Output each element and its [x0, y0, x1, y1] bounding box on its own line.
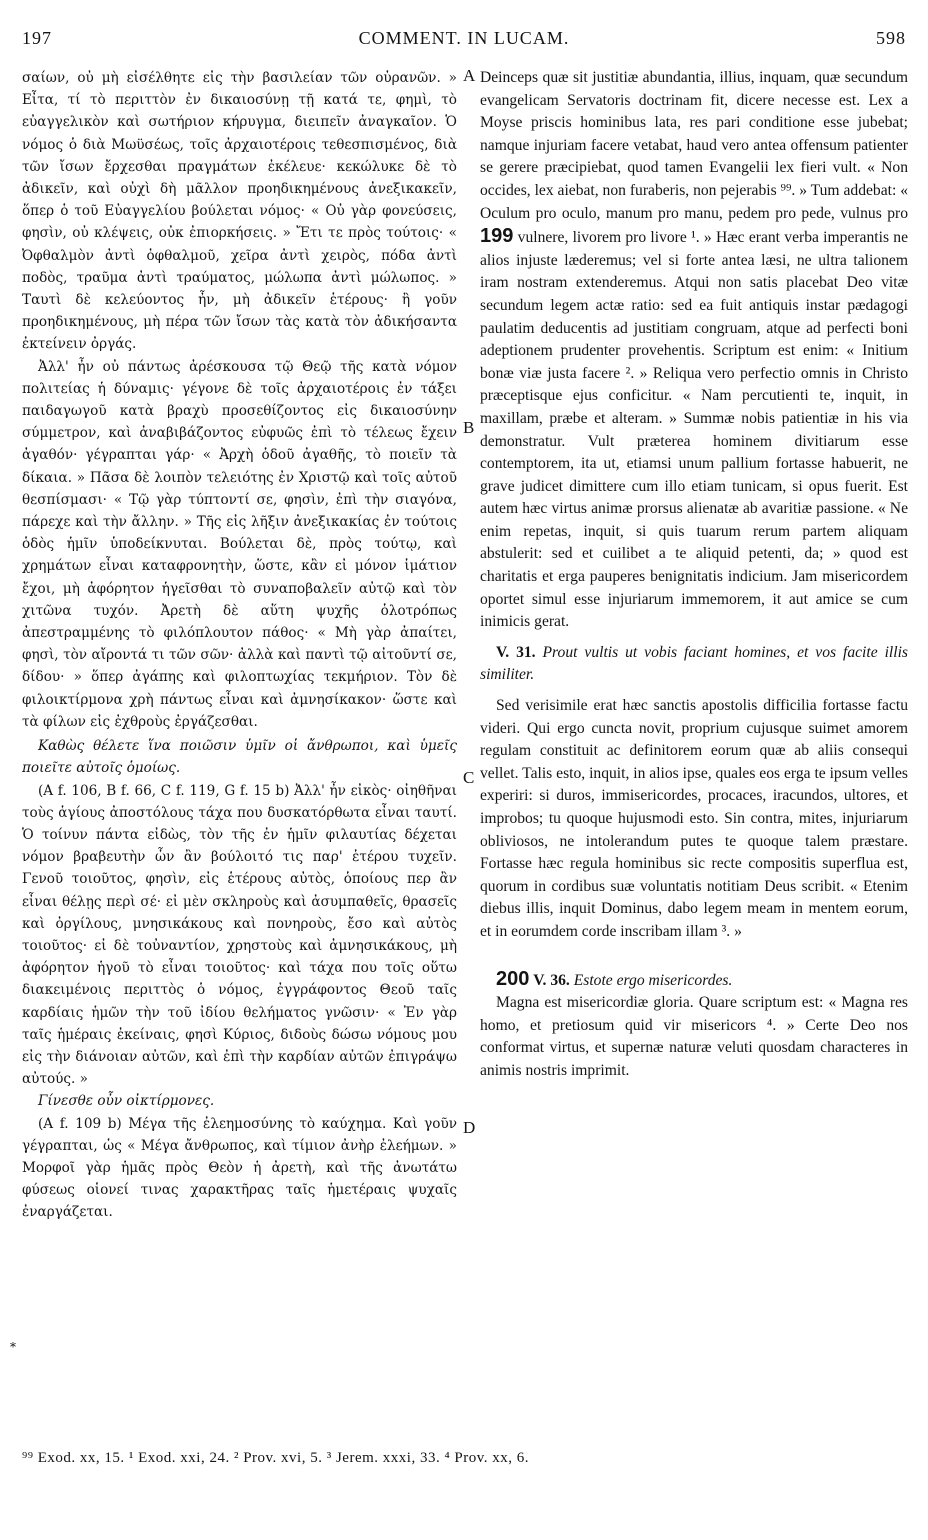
section-marker-c: C [463, 768, 475, 787]
greek-lemma: Καθὼς θέλετε ἵνα ποιῶσιν ὑμῖν οἱ ἄνθρωποι, καὶ ὑμεῖς ποιεῖτε αὐτοῖς ὁμοίως. [22, 738, 457, 777]
column-number-200: 200 [496, 967, 530, 990]
section-marker-d: D [463, 1118, 476, 1137]
column-number-199: 199 [480, 225, 514, 248]
latin-text: vulnere, livorem pro livore ¹. » Hæc erant verba imperantis ne alios injuste læderemus; vel si forte antea læsi, ne ultra talionem iram nostram extenderemus. Atqui non satis placebat Deo vitæ secundum legem actæ ratio: sed ea fuit antiquis instar pædagogi paulatim deducentis ad justitiam congruam, atque ad perfecti boni adeptionem prudenter provehentis. Scriptum est enim: « Initium bonæ viæ justa facere ². » Reliqua vero perfectio omnis in Christo præceptisque ejus conficitur. « Nam percutienti te, inquit, in maxillam, præbe et alteram. » Summæ nobis patientiæ in his via demonstratur. Vult præterea hominem divitiarum esse contemptorem, ita ut, etiamsi unum pallium fortasse habuerit, ne grave judicet dimittere cum illo etiam tunicam, si opus fuerit. Est autem hæc virtus animæ prorsus alienatæ ab avaritiæ passione. « Ne enim repetas, inquit, si quis tuarum rerum partem aliquam abstulerit: sed et cuilibet a te aliquid petenti, da; » quod est charitatis et erga pauperes benignitatis indicium. Jam misericordem oportet simul esse injuriarum immemorem, it aut amice se cum inimicis gerat. [480, 229, 908, 631]
verse-heading-36: 200 V. 36. Estote ergo misericordes. [496, 967, 733, 990]
section-marker-b: B [463, 418, 475, 437]
footnotes: ⁹⁹ Exod. xx, 15. ¹ Exod. xxi, 24. ² Prov. xvi, 5. ³ Jerem. xxxi, 33. ⁴ Prov. xx, 6. [22, 1450, 530, 1466]
latin-text: Deinceps quæ sit justitiæ abundantia, illius, inquam, quæ secundum evangelicam Servatoris doctrinam fit, dicere necesse est. Lex a Moyse priscis hominibus lata, res pari conditione esse jubebat; namque injuriam facere vetabat, haud vero antea offensum patienter se gerere præcipiebat, quod tamen Evangelii lex fieri vult. « Non occides, lex aiebat, non furaberis, non pejerabis ⁹⁹. » Tum addebat: « Oculum pro oculo, manum pro manu, pedem pro pede, vulnus pro [480, 69, 908, 222]
latin-paragraph: Sed verisimile erat hæc sanctis apostolis difficilia fortasse factu videri. Qui ergo cuncta novit, proprium cujusque suimet amorem regulam constituit ac definitorem eorum quæ ab aliis consequi vellet. Talis esto, inquit, in alios ipse, quales eos erga te ipsum velles experiri: si duros, immisericordes, procaces, iracundos, ultores, et improbos; tu quoque hujusmodi esto. Sin contra, mites, injuriarum obliviosos, ne intolerandum putes te quoque talem præstare. Fortasse hæc regula hominibus sic recte compositis superflua est, quorum in cordibus suæ voluntatis notitiam Deus scribit. « Etenim diebus illis, inquit Dominus, dabo legem meam in mentem eorum, et in eorumdem corde inscribam illam ³. » [480, 697, 908, 940]
greek-lemma: Γίνεσθε οὖν οἰκτίρμονες. [38, 1093, 215, 1110]
running-header [22, 28, 906, 54]
latin-paragraph: Magna est misericordiæ gloria. Quare scriptum est: « Magna res homo, et pretiosum quid vir misericors ⁴. » Certe Deo nos conformat virtus, et supernæ naturæ veluti quosdam characteres in animis nostris imprimit. [480, 994, 908, 1079]
latin-paragraph [480, 67, 908, 634]
greek-paragraph: (A f. 106, B f. 66, C f. 119, G f. 15 b) Ἀλλ' ἦν εἰκὸς· οἰηθῆναι τοὺς ἁγίους ἀποστόλους τάχα που δυσκατόρθωτα εἶναι ταυτί. Ὁ τοίνυν πάντα εἰδὼς, τὸν τῆς ἐν ἡμῖν φιλαυτίας δέχεται νόμον βραβευτὴν ὧν ἂν βούλοιτό τις παρ' ἑτέρου τυχεῖν. Γενοῦ τοιοῦτος, φησὶν, εἰς ἑτέρους αὐτὸς, ὁποίους περ ἂν εἶναι θέλῃς περὶ σέ· εἰ μὲν σκληροὺς καὶ ἀσυμπαθεῖς, θρασεῖς καὶ ὀργίλους, μνησικάκους καὶ πονηροὺς, ἔσο καὶ αὐτὸς τοιοῦτος· εἰ δὲ τοὐναντίον, χρηστοὺς καὶ ἀμνησικάκους, μὴ ἀφόρητον ἡγοῦ τὸ εἶναι τοιοῦτος· καὶ τάχα που τοῖς οὕτω διακειμένοις περιττὸς ὁ νόμος, ἐγγράφοντος Θεοῦ ταῖς καρδίαις ἡμῶν τὴν τοῦ ἰδίου θελήματος γνῶσιν· « Ἐν γὰρ ταῖς ἡμέραις ἐκείναις, φησὶ Κύριος, διδοὺς δώσω νόμους μου εἰς τὴν διάνοιαν αὐτῶν, καὶ ἐπὶ τὴν καρδίαν αὐτῶν ἐπιγράψω αὐτούς. » [22, 782, 457, 1088]
greek-paragraph: Ἀλλ' ἦν οὐ πάντως ἀρέσκουσα τῷ Θεῷ τῆς κατὰ νόμον πολιτείας ἡ δύναμις· γέγονε δὲ τοῖς ἀρχαιοτέροις ἐν τάξει παιδαγωγοῦ κατὰ βραχὺ προσεθίζοντος εἰς δικαιοσύνην σύμμετρον, καὶ ἀναβιβάζοντος εὐφυῶς ἐπὶ τὸ τέλεως ἔχειν ἀγαθόν· γέγραπται γάρ· « Ἀρχὴ ὁδοῦ ἀγαθῆς, τὸ ποιεῖν τὰ δίκαια. » Πᾶσα δὲ λοιπὸν τελειότης ἐν Χριστῷ καὶ τοῖς αὐτοῦ θεσπίσμασι· « Τῷ γὰρ τύπτοντί σε, φησὶν, ἐπὶ τὴν σιαγόνα, πάρεχε καὶ τὴν ἄλλην. » Τῆς εἰς λῆξιν ἀνεξικακίας ἐν τούτοις ὁδὸς ἡμῖν ὑποδείκνυται. Βούλεται δὲ, πρὸς τούτῳ, καὶ χρημάτων εἶναι καταφρονητὴν, ὥστε, κἂν εἰ μόνον ἱμάτιον ἔχοι, μὴ ἀφόρητον ἡγεῖσθαι τὸ συναποβαλεῖν αὐτῷ καὶ τὸν χιτῶνα τυχόν. Ἀρετὴ δὲ αὕτη ψυχῆς ὁλοτρόπως ἀπεστραμμένης τὸ φιλόπλουτον πάθος· « Μὴ γὰρ ἀπαίτει, φησὶ, τὸν αἴροντά τι τῶν σῶν· ἀλλὰ καὶ παντὶ τῷ αἰτοῦντί σε, δίδου· » ὅπερ ἀγάπης καὶ φιλοπτωχίας τεκμήριον. Τὸν δὲ φιλοικτίρμονα χρὴ πάντως εἶναι καὶ ἀμνησίκακον· ὥστε καὶ τὰ φίλων εἰς ἐχθροὺς ἐργάζεσθαι. [22, 358, 457, 730]
page-number-right: 598 [876, 28, 906, 48]
page-number-left: 197 [22, 28, 52, 48]
greek-paragraph: (A f. 109 b) Μέγα τῆς ἐλεημοσύνης τὸ καύχημα. Καὶ γοῦν γέγραπται, ὡς « Μέγα ἄνθρωπος, καὶ τίμιον ἀνὴρ ἐλεήμων. » Μορφοῖ γὰρ ἡμᾶς πρὸς Θεὸν ἡ ἀρετὴ, καὶ τῆς ἀνωτάτω φύσεως οἱονεί τινας χαρακτῆρας ταῖς ἡμετέραις ψυχαῖς ἐναργάζεται. [22, 1115, 457, 1221]
running-title: COMMENT. IN LUCAM. [358, 28, 570, 48]
greek-paragraph: σαίων, οὐ μὴ εἰσέλθητε εἰς τὴν βασιλείαν τῶν οὐρανῶν. » Εἶτα, τί τὸ περιττὸν ἐν δικαιοσύνῃ τῇ κατά τε, φημὶ, τὸ εὐαγγελικὸν καὶ σωτήριον κήρυγμα, διειπεῖν ἀναγκαῖον. Ὁ νόμος ὁ διὰ Μωϋσέως, τοῖς ἀρχαιοτέροις τεθεσπισμένος, διὰ τῶν ἴσων ἔρχεσθαι πραγμάτων ἐκέλευε· κεκώλυκε δὲ τὸ ἀδικεῖν, καὶ οὐχὶ δὴ μᾶλλον προηδικημένους ἀνεξικακεῖν, ὅπερ ὁ τοῦ Εὐαγγελίου βούλεται νόμος· « Οὐ γὰρ φονεύσεις, φησὶν, οὐ κλέψεις, οὐκ ἐπιορκήσεις. » Ἔτι τε πρὸς τούτοις· « Ὀφθαλμὸν ἀντὶ ὀφθαλμοῦ, χεῖρα ἀντὶ χειρὸς, πόδα ἀντὶ ποδὸς, τραῦμα ἀντὶ τραύματος, μώλωπα ἀντὶ μώλωπος. » Ταυτὶ δὲ κελεύοντος ἦν, μὴ ἀδικεῖν ἑτέρους· ἢ γοῦν προηδικημένους, μὴ πέρα τῶν ἴσων τὰς κατὰ τὸν ἀδικήσαντα ἐκτείνειν ὀργάς. [22, 70, 457, 353]
section-marker-a: A [463, 66, 476, 85]
greek-column [22, 67, 457, 1224]
latin-column [480, 67, 908, 1083]
margin-asterisk: * [10, 1340, 16, 1354]
verse-heading-31: V. 31. Prout vultis ut vobis faciant homines, et vos facite illis similiter. [480, 643, 908, 684]
